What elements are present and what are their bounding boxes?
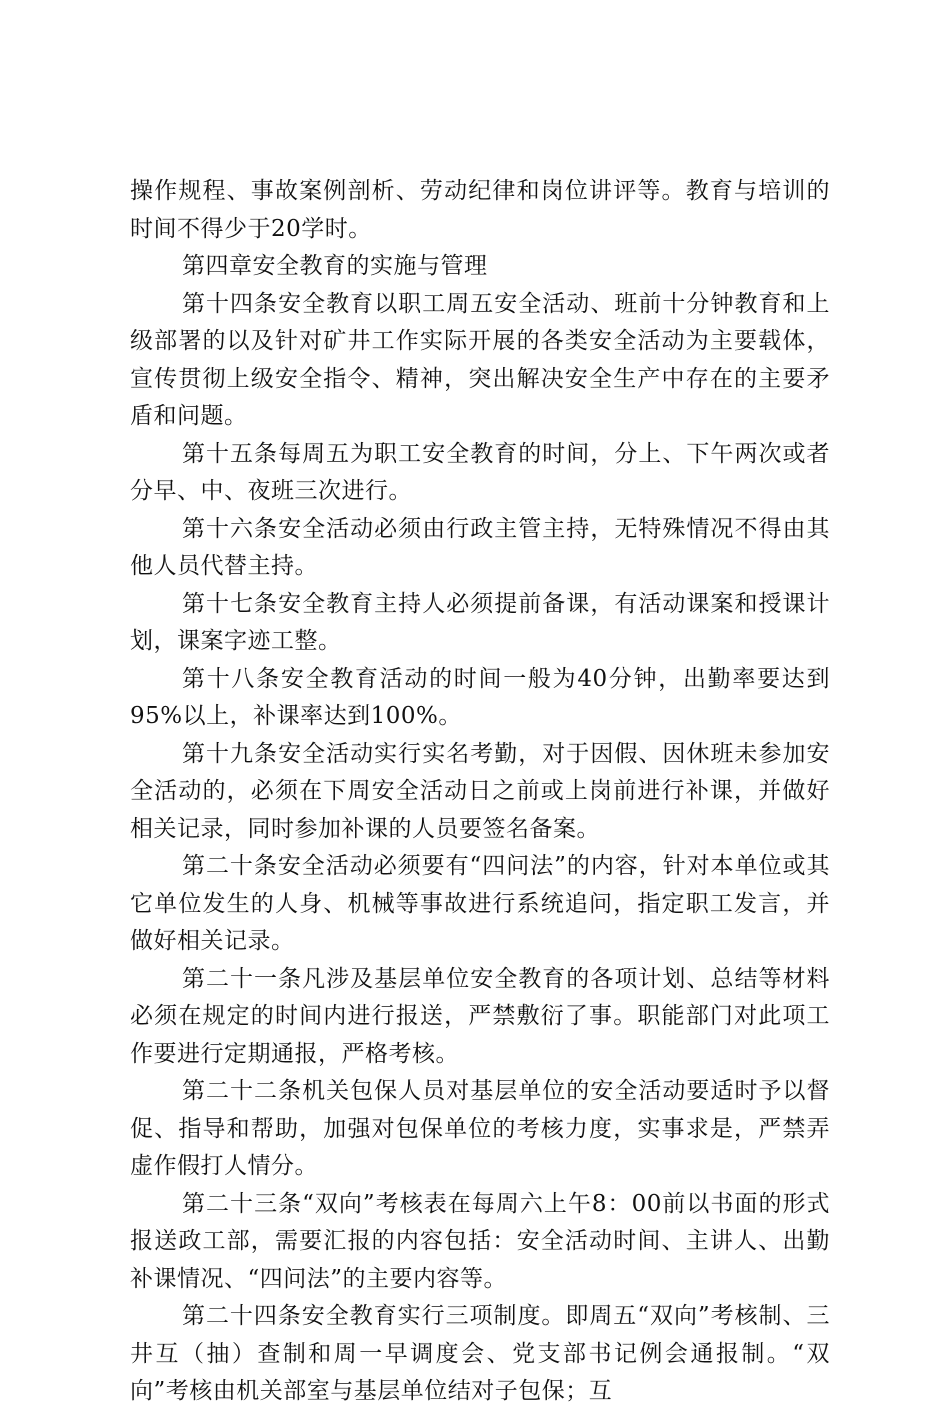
article-14: 第十四条安全教育以职工周五安全活动、班前十分钟教育和上级部署的以及针对矿井工作实际开展的各类安全活动为主要载体，宣传贯彻上级安全指令、精神，突出解决安全生产中存在的主要矛盾和问题。 xyxy=(130,290,830,429)
chapter-heading: 第四章安全教育的实施与管理 xyxy=(182,253,488,279)
document-body xyxy=(130,173,830,1411)
article-17: 第十七条安全教育主持人必须提前备课，有活动课案和授课计划，课案字迹工整。 xyxy=(130,590,830,654)
article-22: 第二十二条机关包保人员对基层单位的安全活动要适时予以督促、指导和帮助，加强对包保单位的考核力度，实事求是，严禁弄虚作假打人情分。 xyxy=(130,1078,830,1179)
article-16: 第十六条安全活动必须由行政主管主持，无特殊情况不得由其他人员代替主持。 xyxy=(130,515,830,579)
article-19: 第十九条安全活动实行实名考勤，对于因假、因休班未参加安全活动的，必须在下周安全活动日之前或上岗前进行补课，并做好相关记录，同时参加补课的人员要签名备案。 xyxy=(130,740,830,842)
article-24: 第二十四条安全教育实行三项制度。即周五“双向”考核制、三井互（抽）查制和周一早调度会、党支部书记例会通报制。“双向”考核由机关部室与基层单位结对子包保；互 xyxy=(130,1303,830,1404)
article-18: 第十八条安全教育活动的时间一般为40分钟，出勤率要达到95%以上，补课率达到100%。 xyxy=(130,665,830,729)
article-21: 第二十一条凡涉及基层单位安全教育的各项计划、总结等材料必须在规定的时间内进行报送，严禁敷衍了事。职能部门对此项工作要进行定期通报，严格考核。 xyxy=(130,965,830,1067)
article-23: 第二十三条“双向”考核表在每周六上午8：00前以书面的形式报送政工部，需要汇报的内容包括：安全活动时间、主讲人、出勤补课情况、“四问法”的主要内容等。 xyxy=(130,1190,830,1292)
article-20: 第二十条安全活动必须要有“四问法”的内容，针对本单位或其它单位发生的人身、机械等事故进行系统追问，指定职工发言，并做好相关记录。 xyxy=(130,853,830,954)
article-15: 第十五条每周五为职工安全教育的时间，分上、下午两次或者分早、中、夜班三次进行。 xyxy=(130,440,830,504)
paragraph-1: 操作规程、事故案例剖析、劳动纪律和岗位讲评等。教育与培训的时间不得少于20学时。 xyxy=(130,178,830,242)
